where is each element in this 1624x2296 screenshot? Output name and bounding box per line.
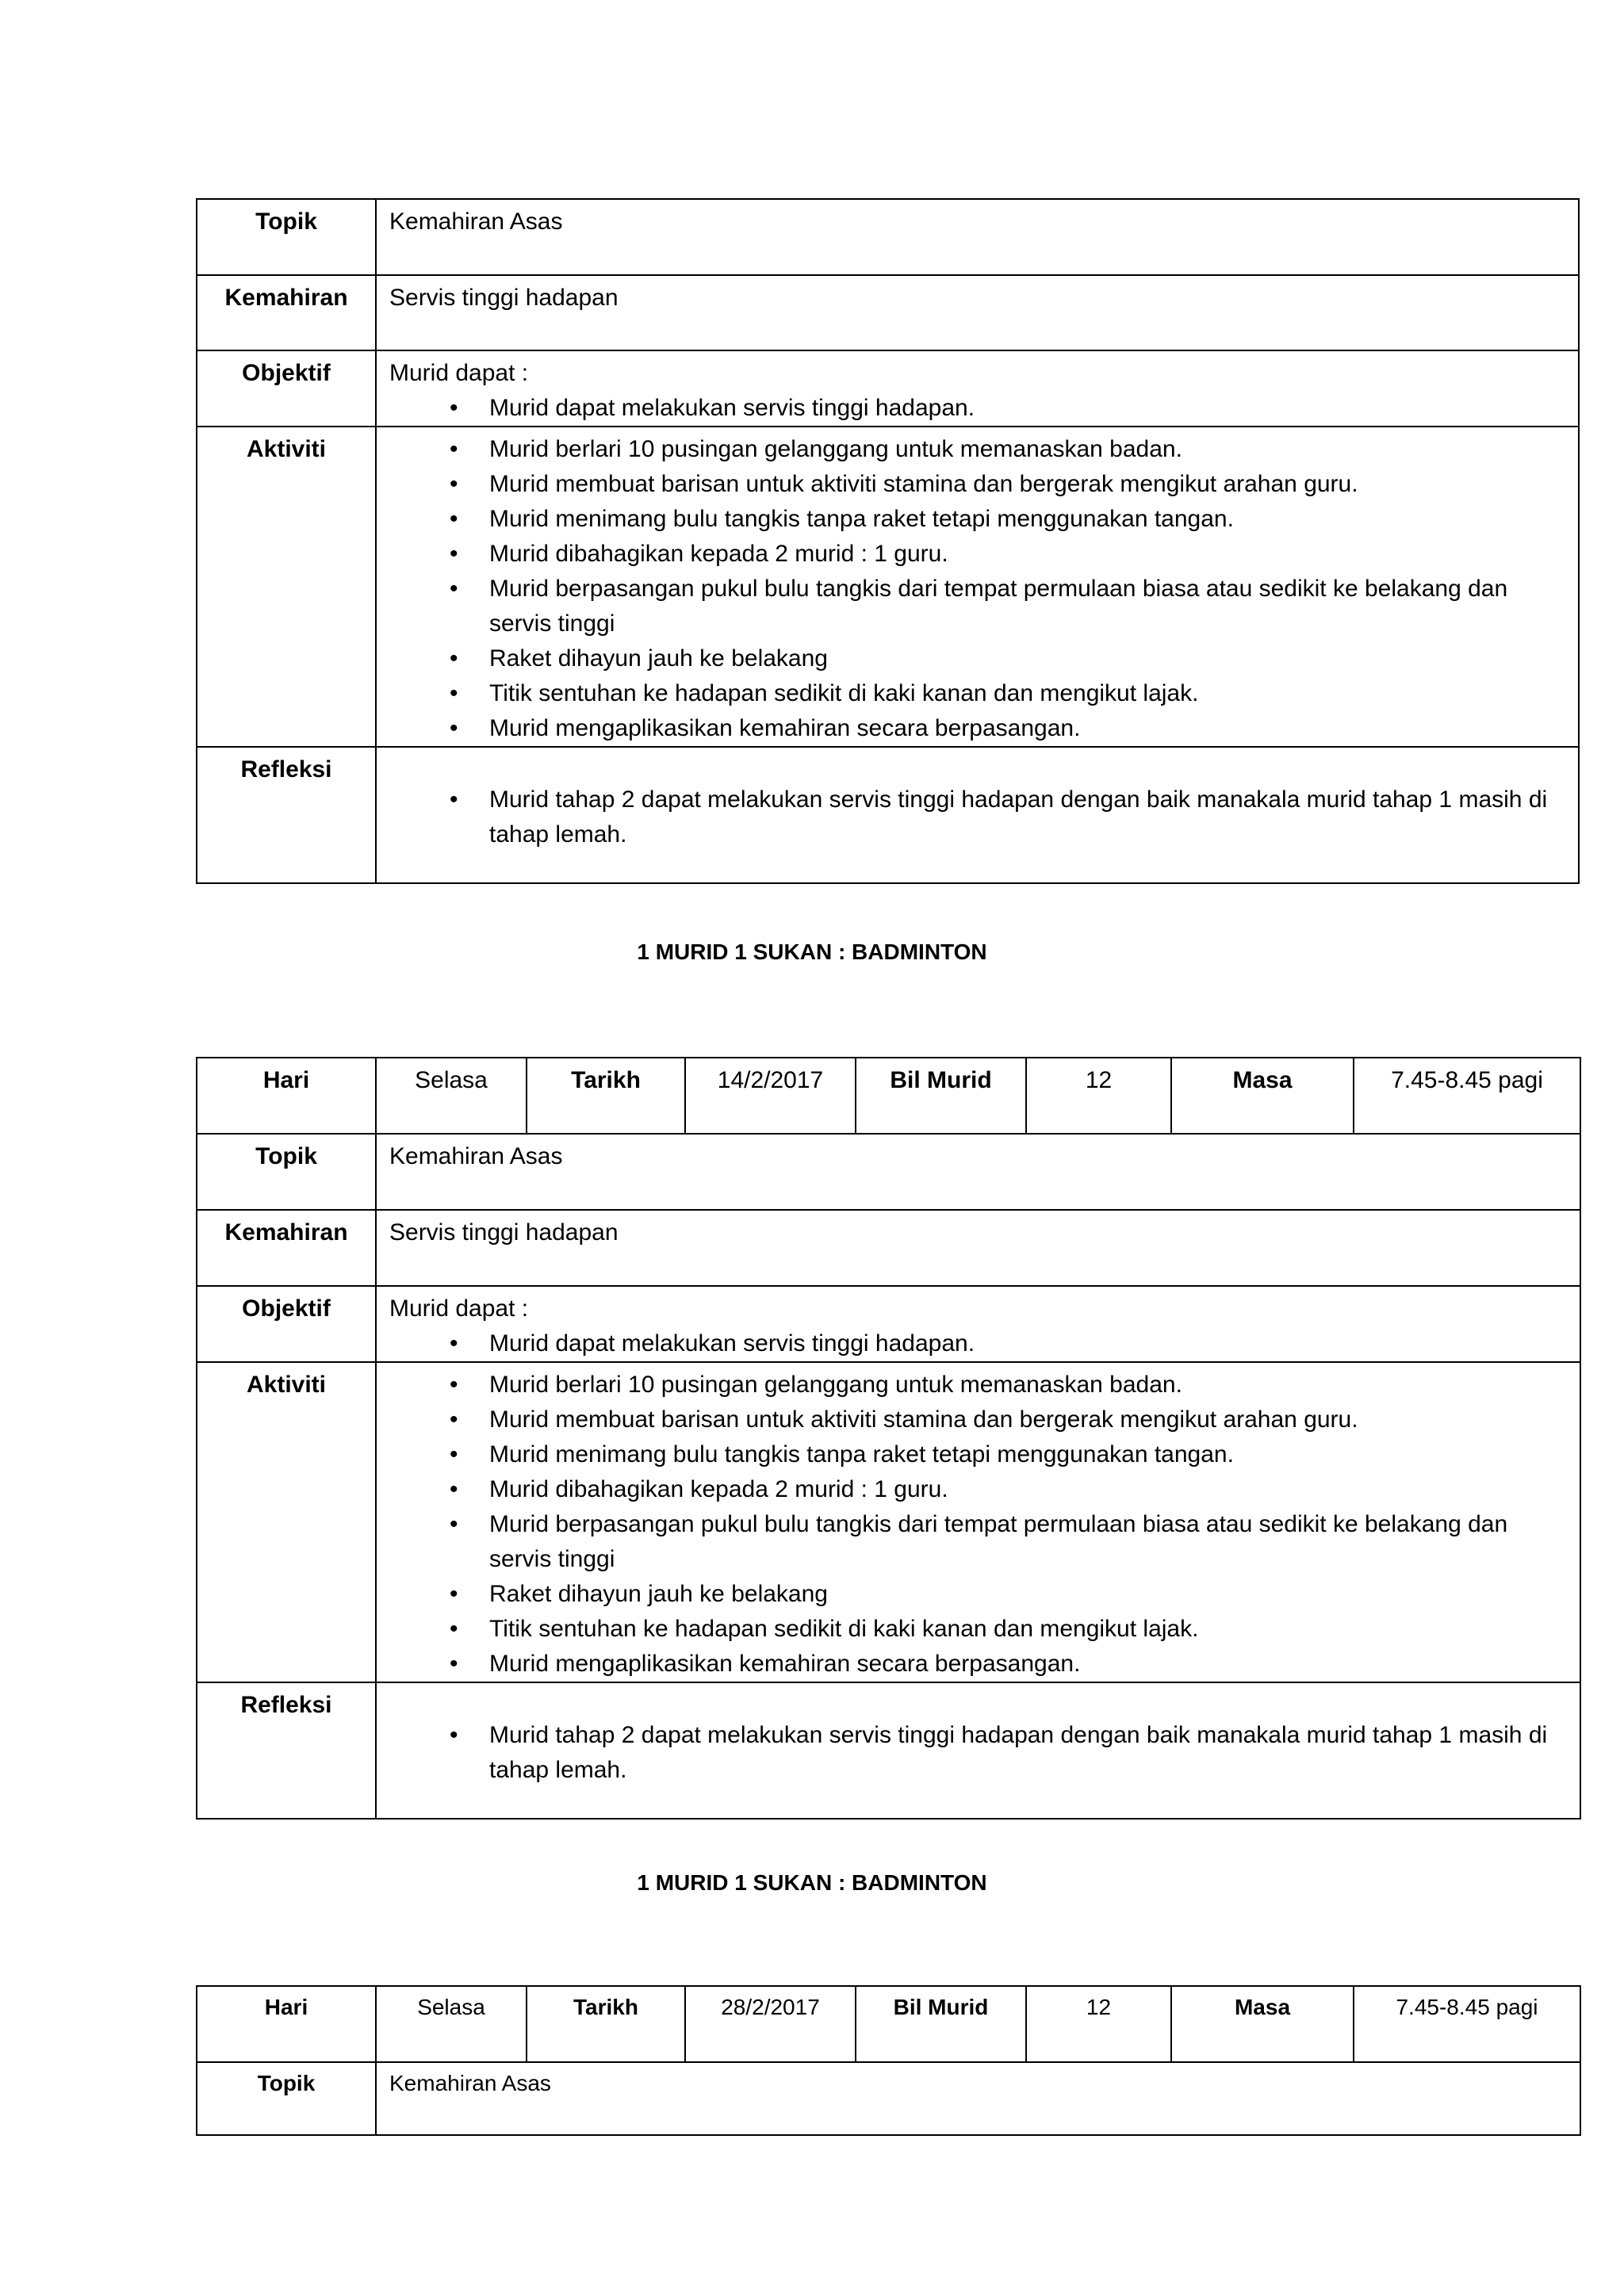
kemahiran-value: Servis tinggi hadapan [376, 275, 1579, 350]
list-item: • Murid membuat barisan untuk aktiviti stamina dan bergerak mengikut arahan guru. [389, 1402, 1567, 1437]
list-item: • Murid berpasangan pukul bulu tangkis dari tempat permulaan biasa atau sedikit ke belakang dan servis tinggi [389, 572, 1565, 641]
masa-label: Masa [1171, 1986, 1354, 2062]
list-item: • Murid tahap 2 dapat melakukan servis tinggi hadapan dengan baik manakala murid tahap 1 masih di tahap lemah. [389, 783, 1565, 852]
masa-label: Masa [1171, 1058, 1354, 1134]
section-title-3: 1 MURID 1 SUKAN : BADMINTON [637, 1870, 987, 1895]
list-item: • Titik sentuhan ke hadapan sedikit di kaki kanan dan mengikut lajak. [389, 676, 1565, 711]
aktiviti-cell [376, 1362, 1580, 1682]
list-item: • Murid dibahagikan kepada 2 murid : 1 guru. [389, 1472, 1567, 1507]
hari-label: Hari [197, 1058, 376, 1134]
list-item: • Murid dapat melakukan servis tinggi hadapan. [389, 391, 1565, 426]
objektif-cell [376, 1286, 1580, 1362]
kemahiran-label: Kemahiran [197, 1210, 376, 1286]
objektif-label: Objektif [197, 350, 376, 427]
topik-label: Topik [197, 2062, 376, 2135]
list-item: • Murid dibahagikan kepada 2 murid : 1 guru. [389, 537, 1565, 572]
list-item: • Murid tahap 2 dapat melakukan servis tinggi hadapan dengan baik manakala murid tahap 1 masih di tahap lemah. [389, 1718, 1567, 1788]
refleksi-list [389, 783, 1565, 852]
lesson-plan-table-3 [196, 1985, 1581, 2136]
refleksi-label: Refleksi [197, 747, 376, 883]
tarikh-label: Tarikh [527, 1058, 685, 1134]
refleksi-cell [376, 1682, 1580, 1819]
bil-murid-value: 12 [1026, 1058, 1171, 1134]
list-item: • Murid dapat melakukan servis tinggi hadapan. [389, 1326, 1567, 1361]
refleksi-cell [376, 747, 1579, 883]
bil-murid-label: Bil Murid [856, 1986, 1026, 2062]
topik-value: Kemahiran Asas [376, 1134, 1580, 1210]
list-item: • Murid menimang bulu tangkis tanpa raket tetapi menggunakan tangan. [389, 502, 1565, 537]
list-item: • Murid mengaplikasikan kemahiran secara berpasangan. [389, 711, 1565, 746]
masa-value: 7.45-8.45 pagi [1354, 1058, 1580, 1134]
list-item: • Titik sentuhan ke hadapan sedikit di kaki kanan dan mengikut lajak. [389, 1612, 1567, 1647]
objektif-intro: Murid dapat : [389, 360, 529, 386]
list-item: • Murid berlari 10 pusingan gelanggang untuk memanaskan badan. [389, 432, 1565, 467]
bil-murid-label: Bil Murid [856, 1058, 1026, 1134]
objektif-list [389, 391, 1565, 426]
list-item: • Murid membuat barisan untuk aktiviti stamina dan bergerak mengikut arahan guru. [389, 467, 1565, 502]
bil-murid-value: 12 [1026, 1986, 1171, 2062]
aktiviti-cell [376, 427, 1579, 747]
hari-value: Selasa [376, 1986, 527, 2062]
lesson-plan-table-1 [196, 198, 1580, 884]
section-title-2: 1 MURID 1 SUKAN : BADMINTON [637, 939, 987, 964]
objektif-intro: Murid dapat : [389, 1295, 529, 1322]
aktiviti-list [389, 432, 1565, 746]
kemahiran-label: Kemahiran [197, 275, 376, 350]
tarikh-value: 14/2/2017 [685, 1058, 856, 1134]
topik-label: Topik [197, 199, 376, 275]
topik-value: Kemahiran Asas [376, 199, 1579, 275]
kemahiran-value: Servis tinggi hadapan [376, 1210, 1580, 1286]
masa-value: 7.45-8.45 pagi [1354, 1986, 1580, 2062]
aktiviti-list [389, 1368, 1567, 1682]
objektif-cell [376, 350, 1579, 427]
topik-value: Kemahiran Asas [376, 2062, 1580, 2135]
topik-label: Topik [197, 1134, 376, 1210]
aktiviti-label: Aktiviti [197, 1362, 376, 1682]
list-item: • Raket dihayun jauh ke belakang [389, 1577, 1567, 1612]
hari-value: Selasa [376, 1058, 527, 1134]
refleksi-list [389, 1718, 1567, 1788]
list-item: • Murid mengaplikasikan kemahiran secara berpasangan. [389, 1647, 1567, 1682]
list-item: • Murid menimang bulu tangkis tanpa raket tetapi menggunakan tangan. [389, 1437, 1567, 1472]
refleksi-label: Refleksi [197, 1682, 376, 1819]
list-item: • Raket dihayun jauh ke belakang [389, 641, 1565, 676]
aktiviti-label: Aktiviti [197, 427, 376, 747]
tarikh-value: 28/2/2017 [685, 1986, 856, 2062]
tarikh-label: Tarikh [527, 1986, 685, 2062]
lesson-plan-table-2 [196, 1057, 1581, 1820]
list-item: • Murid berpasangan pukul bulu tangkis dari tempat permulaan biasa atau sedikit ke belakang dan servis tinggi [389, 1507, 1567, 1577]
objektif-label: Objektif [197, 1286, 376, 1362]
objektif-list [389, 1326, 1567, 1361]
list-item: • Murid berlari 10 pusingan gelanggang untuk memanaskan badan. [389, 1368, 1567, 1402]
hari-label: Hari [197, 1986, 376, 2062]
